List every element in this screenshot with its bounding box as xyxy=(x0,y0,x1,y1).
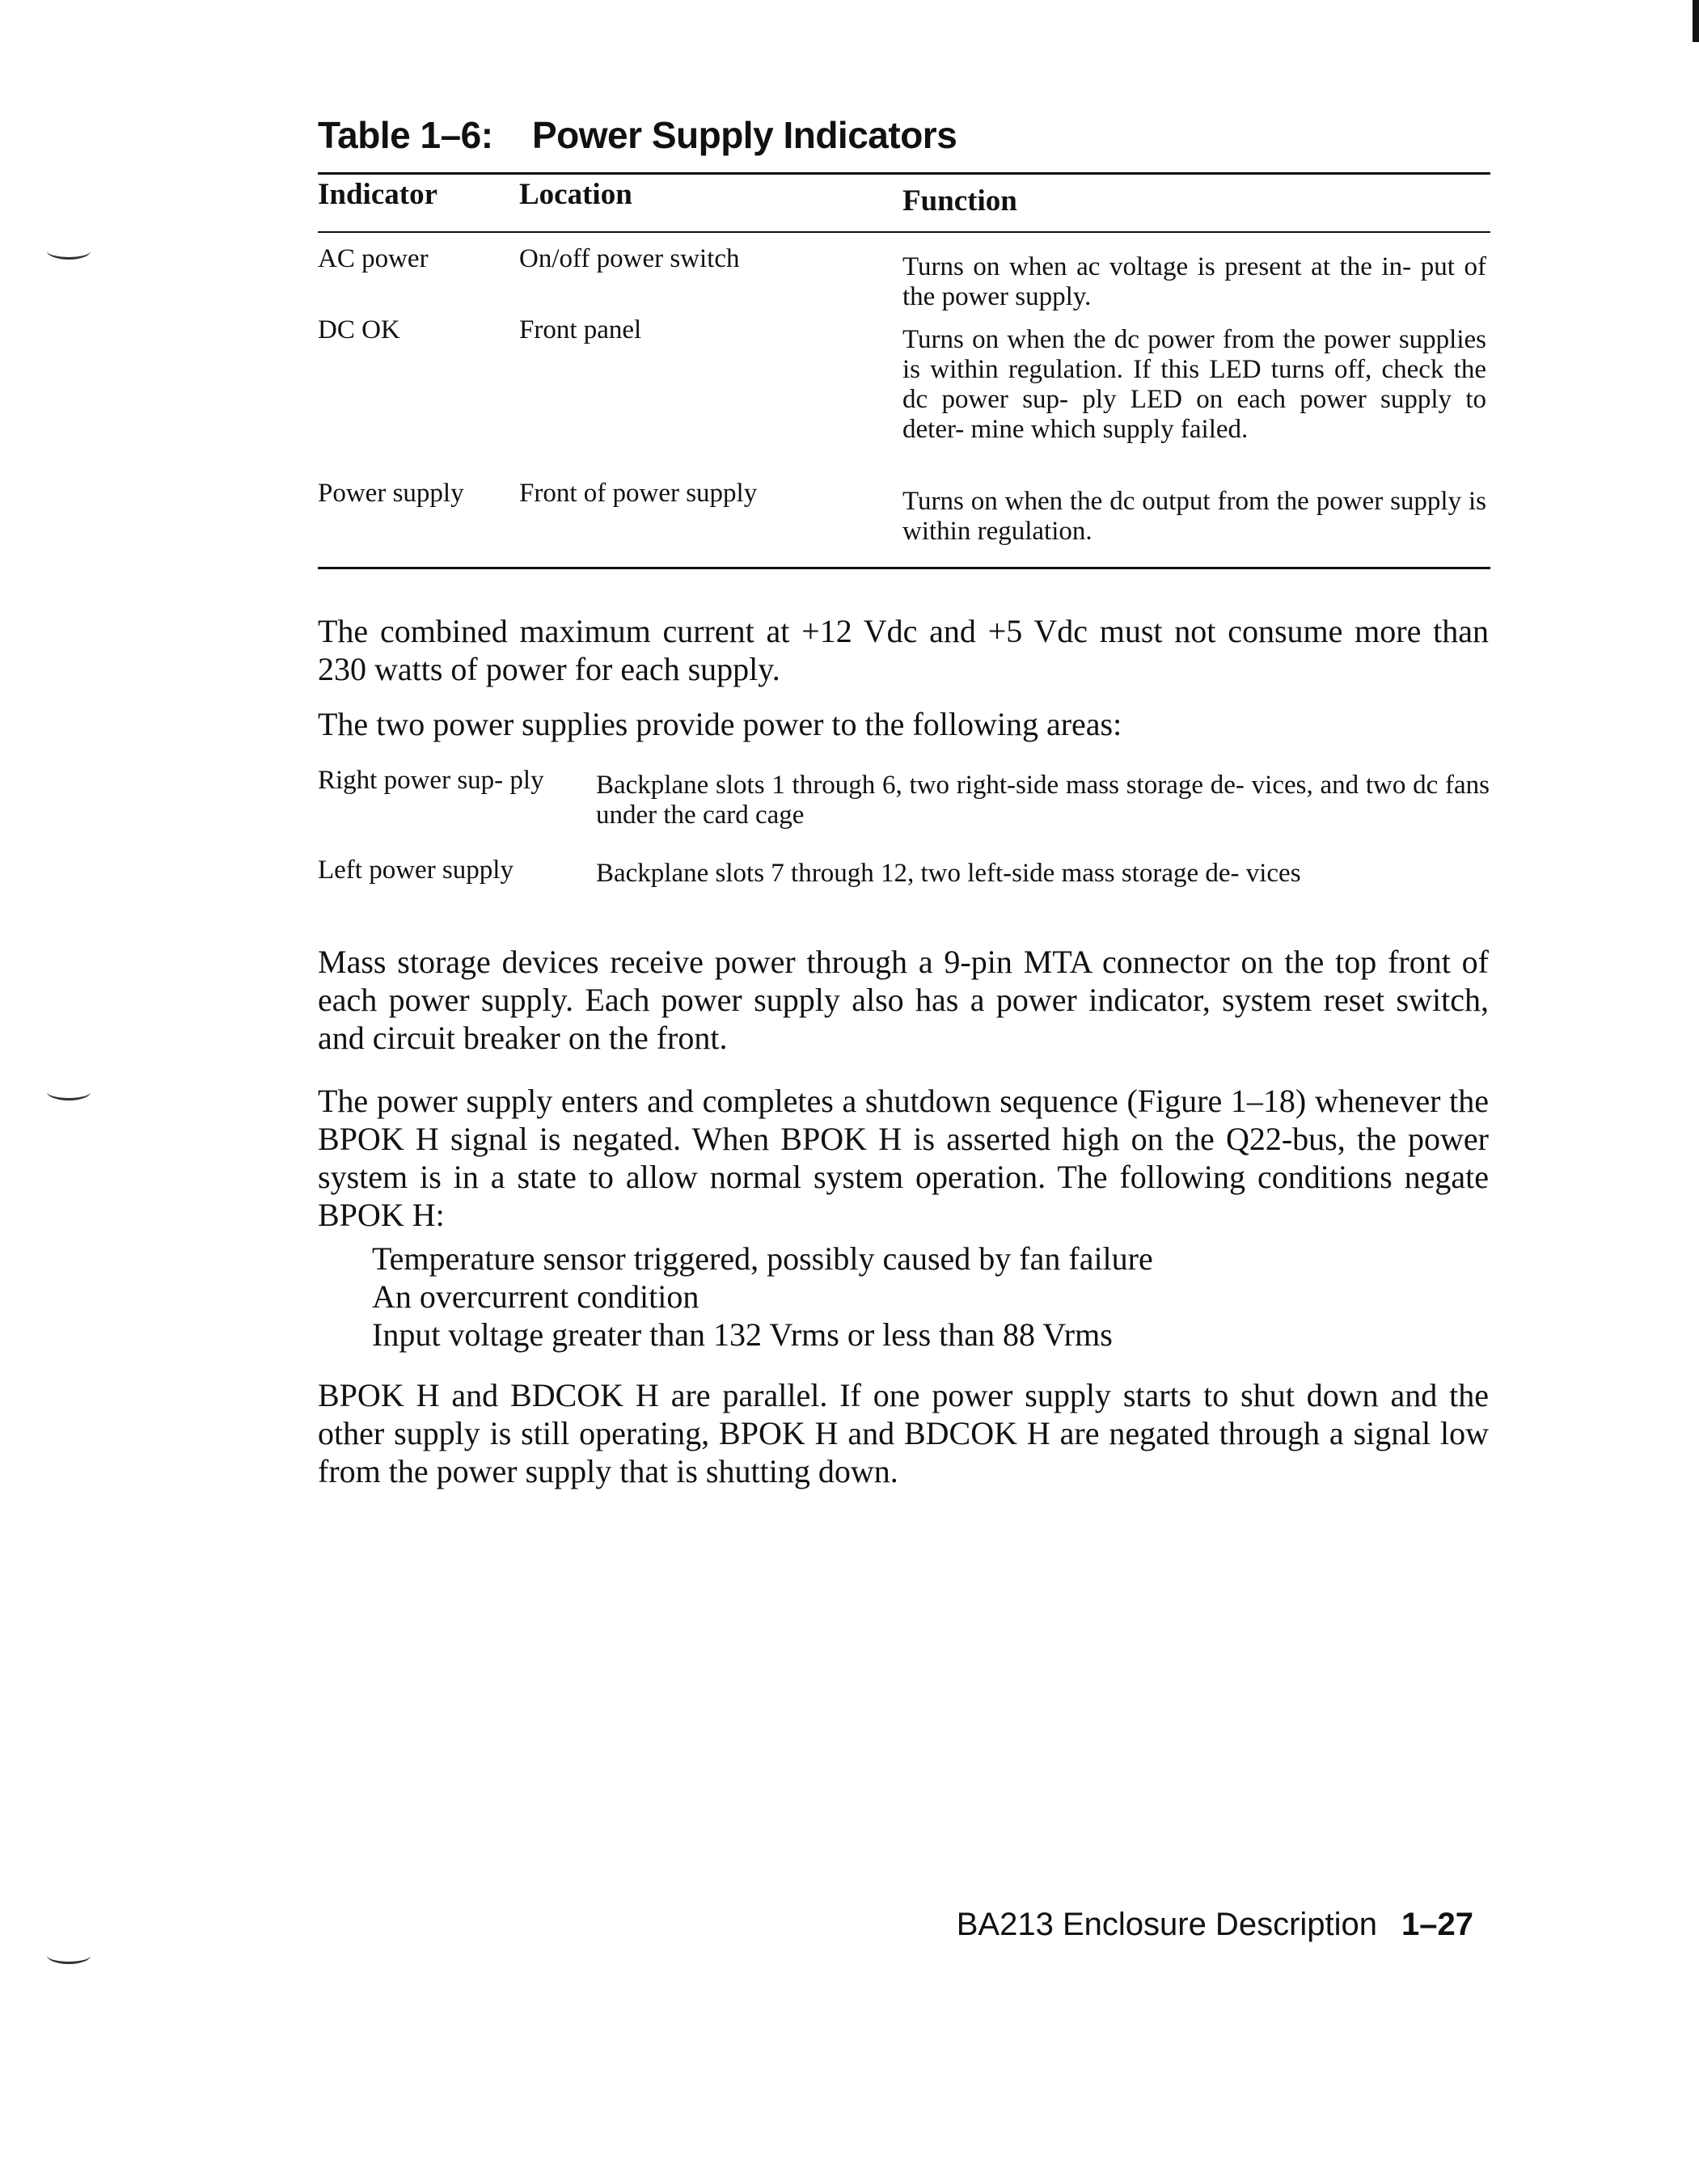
binder-hole-mark xyxy=(47,243,91,260)
paragraph-shutdown: The power supply enters and completes a shutdown sequence (Figure 1–18) whenever the BPOK H signal is negated. When BPOK H is asserted high on the Q22-bus, the power system is in a state to allow normal system operation. The following conditions negate BPOK H: xyxy=(318,1083,1489,1233)
paragraph-mass-storage: Mass storage devices receive power through a 9-pin MTA connector on the top front of each power supply. Each power supply also has a power indicator, system reset switch, and circuit breaker on the front. xyxy=(318,944,1489,1056)
cell-function: Turns on when the dc output from the power supply is within regulation. xyxy=(902,487,1486,546)
area-text: Backplane slots 7 through 12, two left-side mass storage de- vices xyxy=(596,859,1301,888)
table-bottom-rule xyxy=(318,567,1490,569)
area-label: Right power sup- ply xyxy=(318,766,544,795)
binder-hole-mark xyxy=(47,1947,91,1964)
conditions-list xyxy=(372,1240,1153,1354)
cell-location: On/off power switch xyxy=(519,244,740,273)
table-title-text: Power Supply Indicators xyxy=(532,114,957,156)
area-label: Left power supply xyxy=(318,855,514,885)
cell-indicator: AC power xyxy=(318,244,429,273)
header-function: Function xyxy=(902,184,1017,218)
cell-function: Turns on when ac voltage is present at the in- put of the power supply. xyxy=(902,252,1486,311)
binder-hole-mark xyxy=(47,1084,91,1100)
table-number: Table 1–6: xyxy=(318,114,493,156)
scan-edge-mark xyxy=(1693,0,1699,42)
cell-location: Front of power supply xyxy=(519,479,758,508)
cell-location: Front panel xyxy=(519,315,642,344)
cell-indicator: Power supply xyxy=(318,479,464,508)
list-item: Input voltage greater than 132 Vrms or less than 88 Vrms xyxy=(372,1316,1113,1353)
table-top-rule xyxy=(318,172,1490,175)
footer-section-title: BA213 Enclosure Description xyxy=(956,1907,1378,1942)
paragraph-areas-intro: The two power supplies provide power to the following areas: xyxy=(318,706,1122,742)
page-footer xyxy=(957,1907,1473,1943)
paragraph-power-limit: The combined maximum current at +12 Vdc and +5 Vdc must not consume more than 230 watts of power for each supply. xyxy=(318,613,1489,687)
paragraph-bpok-bdcok: BPOK H and BDCOK H are parallel. If one power supply starts to shut down and the other supply is still operating, BPOK H and BDCOK H are negated through a signal low from the power supply that is shutting down. xyxy=(318,1377,1489,1489)
table-title xyxy=(318,113,957,157)
area-text: Backplane slots 1 through 6, two right-side mass storage de- vices, and two dc fans under the card cage xyxy=(596,771,1490,830)
header-indicator: Indicator xyxy=(318,178,437,211)
list-item: An overcurrent condition xyxy=(372,1278,699,1315)
list-item: Temperature sensor triggered, possibly caused by fan failure xyxy=(372,1240,1153,1277)
table-header-rule xyxy=(318,231,1490,233)
cell-function: Turns on when the dc power from the power supplies is within regulation. If this LED turns off, check the dc power sup- ply LED on each power supply to deter- mine which supply failed. xyxy=(902,325,1486,444)
page-number: 1–27 xyxy=(1401,1907,1473,1942)
cell-indicator: DC OK xyxy=(318,315,400,344)
header-location: Location xyxy=(519,178,632,211)
